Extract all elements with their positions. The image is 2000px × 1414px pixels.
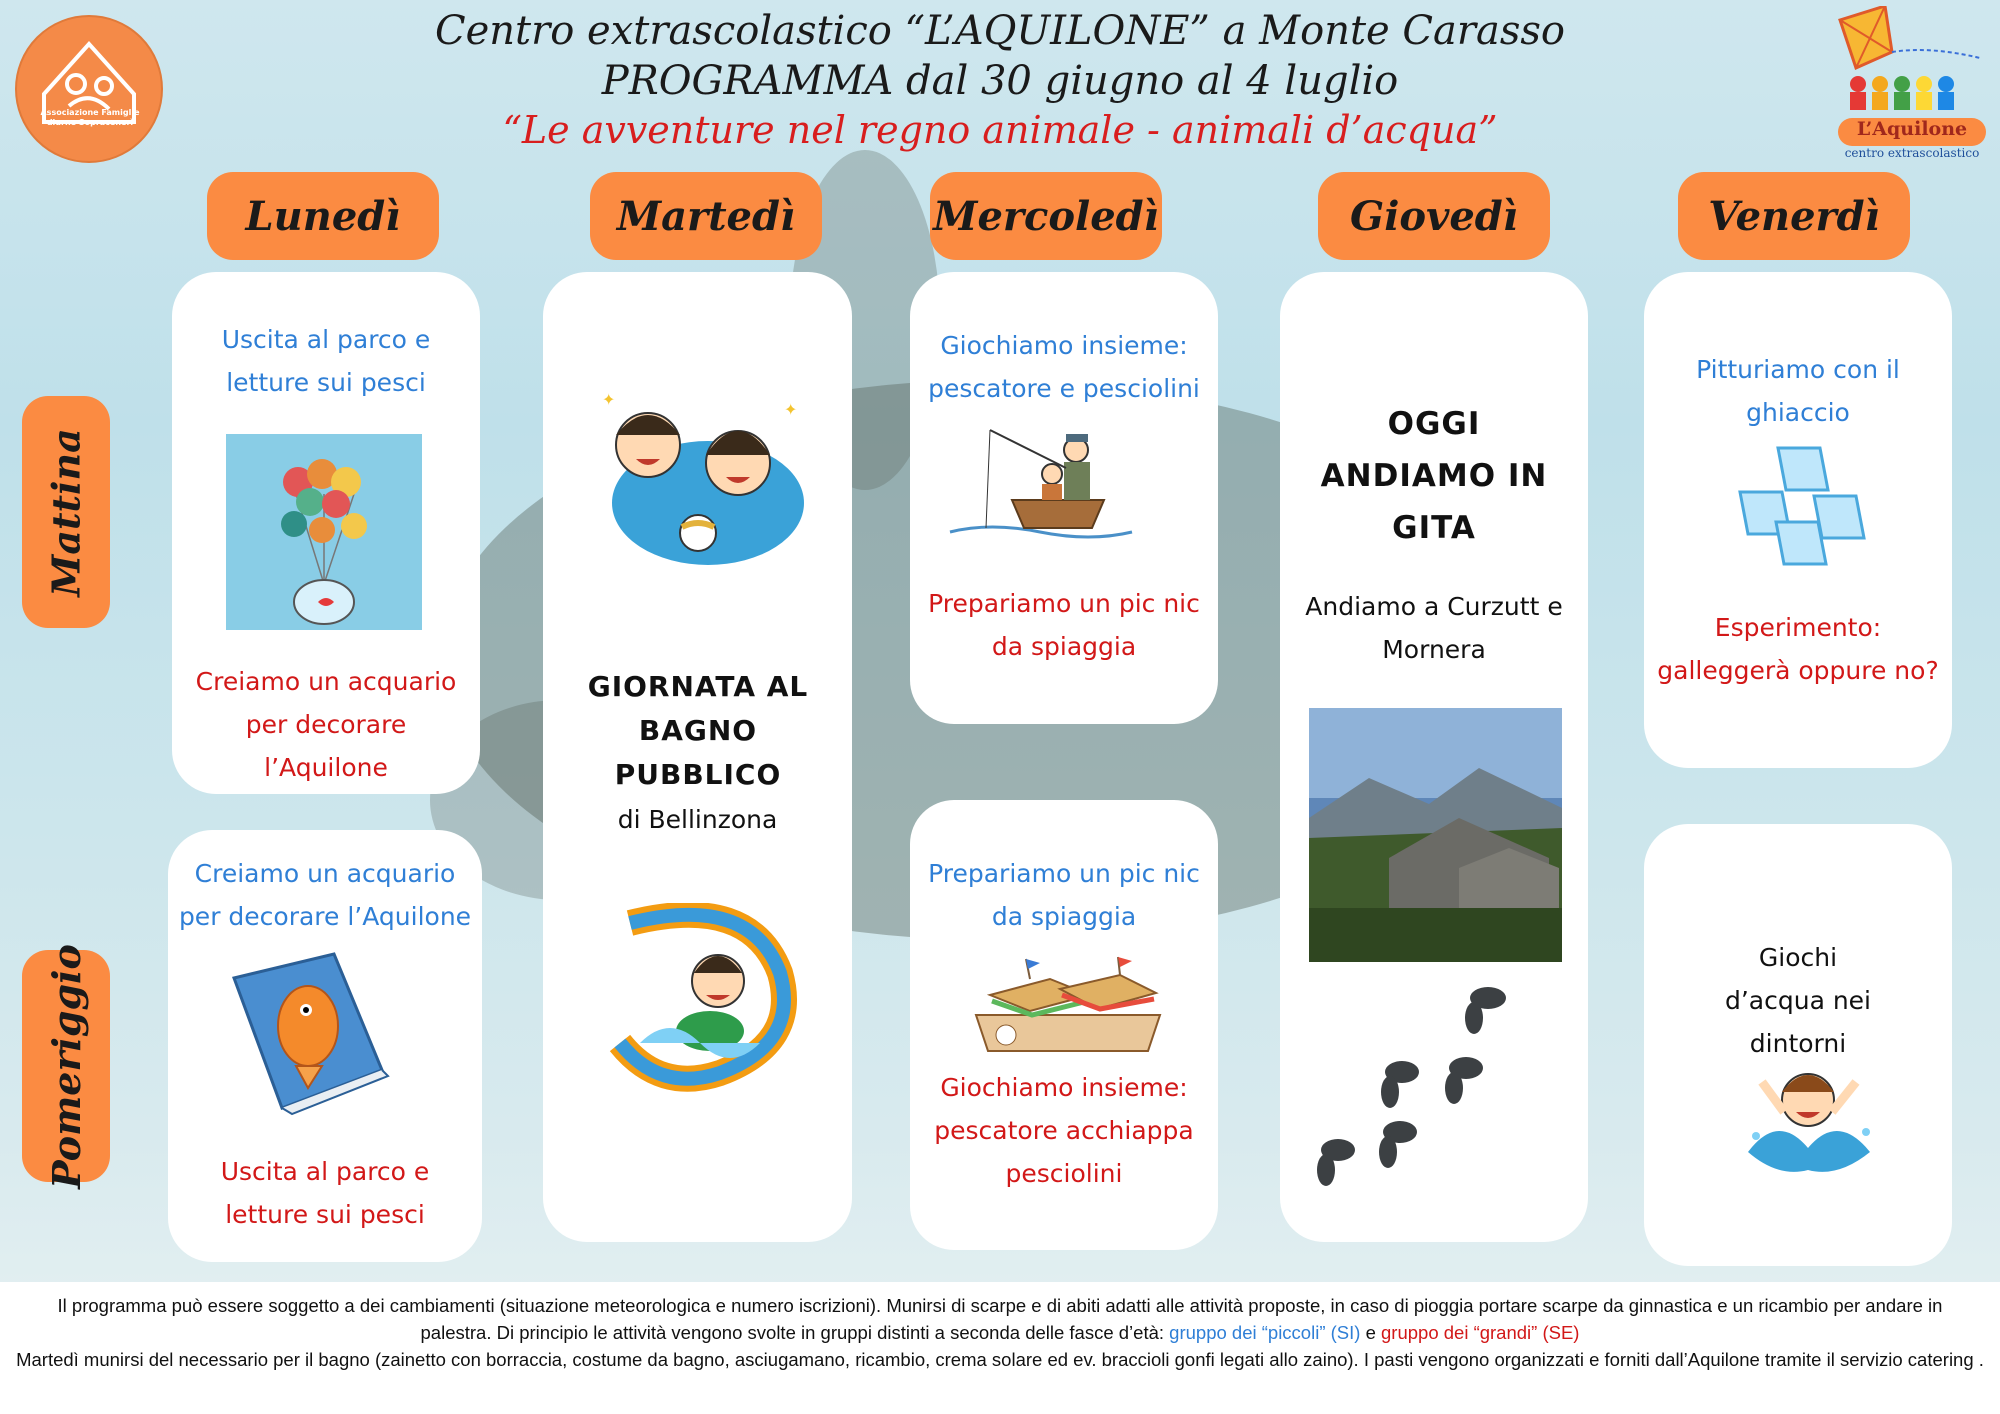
tuesday-title: GIORNATA AL BAGNO PUBBLICO [587, 670, 809, 791]
footer-paragraph-1: Il programma può essere soggetto a dei cambiamenti (situazione meteorologica e numero iscrizioni). Munirsi di scarpe e di abiti adatti alle attività proposte, in caso di pioggia portare scarpe da ginnastica e un ricambio per andare in palestra. Di principio le attività vengono svolte in gruppi distinti a seconda delle fasce d’età: [57, 1295, 1943, 1343]
kite-logo-subtitle: centro extrascolastico [1844, 146, 1980, 160]
footprints-icon [1302, 980, 1527, 1198]
day-thursday: Giovedì [1318, 172, 1550, 260]
wednesday-am-activity-1: Giochiamo insieme: pescatore e pesciolini [928, 331, 1200, 403]
section-morning: Mattina [22, 396, 110, 628]
header-dates: PROGRAMMA dal 30 giugno al 4 luglio [601, 58, 1399, 104]
mountain-village-photo [1309, 708, 1562, 962]
splashing-boy-icon [1738, 1052, 1880, 1180]
fish-book-icon [226, 948, 396, 1116]
monday-am-activity-2: Creiamo un acquario per decorare l’Aquilone [195, 667, 457, 782]
monday-am-activity-1: Uscita al parco e letture sui pesci [221, 325, 431, 397]
ice-cubes-icon [1728, 440, 1878, 570]
footer-group-big: gruppo dei “grandi” (SE) [1381, 1322, 1580, 1343]
kids-swimming-icon [588, 385, 810, 571]
wednesday-am-activity-2: Prepariamo un pic nic da spiaggia [928, 589, 1200, 661]
friday-am-activity-1: Pitturiamo con il ghiaccio [1696, 355, 1900, 427]
fishing-boat-icon [946, 428, 1136, 552]
monday-pm-activity-2: Uscita al parco e letture sui pesci [220, 1157, 430, 1229]
balloons-fishbowl-icon [226, 434, 422, 630]
friday-pm-activity-1: Giochi d’acqua nei dintorni [1724, 943, 1872, 1058]
thursday-place: Andiamo a Curzutt e Mornera [1305, 592, 1563, 664]
header-theme: “Le avventure nel regno animale - animali d’acqua” [502, 108, 1498, 152]
footer-notes [0, 1282, 2000, 1414]
tuesday-place: di Bellinzona [617, 805, 778, 834]
sandwich-board-icon [970, 955, 1166, 1055]
svg-text:✦: ✦ [784, 400, 798, 419]
footer-paragraph-2: Martedì munirsi del necessario per il bagno (zainetto con borraccia, costume da bagno, asciugamano, ricambio, crema solare ed ev. braccioli gonfi legati allo zaino). I pasti vengono organizzati e forniti dall’Aquilone tramite il servizio catering . [16, 1349, 1984, 1370]
footer-and: e [1365, 1322, 1376, 1343]
friday-am-activity-2: Esperimento: galleggerà oppure no? [1657, 613, 1939, 685]
wednesday-pm-activity-2: Giochiamo insieme: pescatore acchiappa pesciolini [934, 1073, 1194, 1188]
day-wednesday: Mercoledì [930, 172, 1162, 260]
day-tuesday: Martedì [590, 172, 822, 260]
thursday-title: OGGI ANDIAMO IN GITA [1320, 406, 1548, 546]
wednesday-pm-activity-1: Prepariamo un pic nic da spiaggia [928, 859, 1200, 931]
section-afternoon: Pomeriggio [22, 950, 110, 1182]
water-slide-icon [600, 903, 810, 1095]
svg-text:✦: ✦ [602, 390, 616, 409]
day-friday: Venerdì [1678, 172, 1910, 260]
header-title: Centro extrascolastico “L’AQUILONE” a Monte Carasso [435, 8, 1565, 54]
monday-pm-activity-1: Creiamo un acquario per decorare l’Aquilone [178, 859, 472, 931]
kite-logo-title: L’Aquilone [1856, 118, 1968, 140]
day-monday: Lunedì [207, 172, 439, 260]
footer-group-small: gruppo dei “piccoli” (SI) [1169, 1322, 1361, 1343]
association-logo-text: Associazione Famiglie diurne Sopracenerì [40, 108, 140, 127]
